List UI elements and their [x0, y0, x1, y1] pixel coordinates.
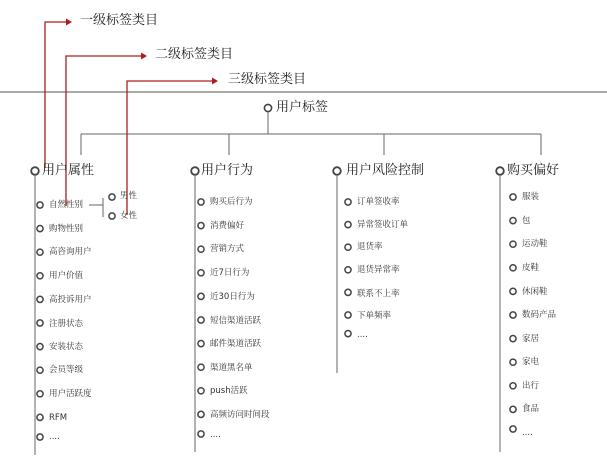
item-label: 会员等级: [49, 365, 84, 375]
category-label-risk-control: 用户风险控制: [346, 163, 425, 178]
item-node-circle: [510, 426, 516, 432]
item-label: 渠道黑名单: [210, 363, 253, 373]
item-label: 购物性别: [49, 224, 84, 234]
item-node-circle: [198, 411, 204, 417]
item-label: 休闲鞋: [522, 287, 548, 297]
item-node-circle: [510, 288, 516, 294]
item-node-circle: [345, 199, 351, 205]
item-node-circle: [510, 241, 516, 247]
item-node-circle: [37, 320, 43, 326]
item-label: 家电: [522, 357, 540, 367]
category-label-purchase-preference: 购买偏好: [507, 163, 560, 178]
item-label: 服装: [522, 192, 540, 202]
item-node-circle: [37, 273, 43, 279]
item-label: 包: [522, 216, 531, 226]
item-node-circle: [37, 344, 43, 350]
item-node-circle: [198, 388, 204, 394]
item-node-circle: [198, 341, 204, 347]
item-node-circle: [345, 267, 351, 273]
item-label: ....: [49, 432, 60, 442]
item-label: 注册状态: [49, 319, 84, 329]
item-node-circle: [37, 414, 43, 420]
item-node-circle: [198, 293, 204, 299]
item-node-circle: [198, 317, 204, 323]
item-node-circle: [198, 364, 204, 370]
legend-level3-arrow-path: [127, 81, 212, 215]
item-label: 运动鞋: [522, 239, 548, 249]
root-label: 用户标签: [276, 100, 329, 115]
item-node-circle: [510, 336, 516, 342]
item-label: 退货异常率: [357, 265, 400, 275]
item-label: 高咨询用户: [49, 247, 92, 257]
item-label: 短信渠道活跃: [210, 316, 262, 326]
item-node-circle: [510, 406, 516, 412]
legend-level1-arrow-head: [66, 19, 72, 26]
item-label: ....: [210, 430, 221, 440]
item-node-circle: [198, 431, 204, 437]
item-label: 订单签收率: [357, 197, 400, 207]
item-label: 高频访问时间段: [210, 410, 270, 420]
item-node-circle: [37, 202, 43, 208]
item-label: ....: [522, 428, 533, 438]
sub-item-node-circle: [109, 194, 115, 200]
category-node-circle: [191, 167, 199, 175]
item-label: 异常签收订单: [357, 220, 409, 230]
item-label: 用户价值: [49, 271, 84, 281]
item-node-circle: [510, 359, 516, 365]
item-node-circle: [510, 312, 516, 318]
item-node-circle: [198, 270, 204, 276]
item-label: 食品: [522, 404, 540, 414]
category-node-circle: [496, 167, 504, 175]
item-node-circle: [198, 246, 204, 252]
item-node-circle: [345, 331, 351, 337]
item-node-circle: [37, 249, 43, 255]
item-label: 联系不上率: [357, 289, 400, 299]
item-node-circle: [510, 194, 516, 200]
item-node-circle: [198, 223, 204, 229]
item-node-circle: [345, 244, 351, 250]
item-node-circle: [198, 199, 204, 205]
item-label: 营销方式: [210, 244, 245, 254]
item-node-circle: [37, 391, 43, 397]
legend-level1-arrow-path: [45, 22, 66, 168]
category-label-user-attributes: 用户属性: [42, 163, 95, 178]
item-node-circle: [345, 222, 351, 228]
item-node-circle: [510, 383, 516, 389]
item-label: 家居: [522, 334, 540, 344]
item-label: 出行: [522, 381, 540, 391]
sub-item-label: 男性: [120, 191, 138, 201]
item-label: 购买后行为: [210, 197, 253, 207]
legend-level3-label: 三级标签类目: [228, 72, 307, 87]
item-label: push活跃: [210, 386, 248, 396]
item-label: 自然性别: [49, 200, 84, 210]
item-node-circle: [510, 218, 516, 224]
item-label: ....: [357, 330, 368, 340]
item-label: 下单频率: [357, 311, 392, 321]
sub-item-label: 女性: [120, 211, 138, 221]
item-node-circle: [37, 226, 43, 232]
category-node-circle: [333, 167, 341, 175]
legend-level2-arrow-head: [141, 53, 147, 60]
item-label: 高投诉用户: [49, 295, 92, 305]
item-node-circle: [37, 434, 43, 440]
item-label: 安装状态: [49, 342, 84, 352]
item-label: 近30日行为: [210, 292, 255, 302]
category-node-circle: [31, 167, 39, 175]
item-node-circle: [37, 296, 43, 302]
root-node-circle: [264, 104, 271, 111]
item-node-circle: [345, 289, 351, 295]
item-label: RFM: [49, 413, 68, 423]
legend-level1-label: 一级标签类目: [80, 13, 159, 28]
item-label: 邮件渠道活跃: [210, 339, 262, 349]
category-label-user-behavior: 用户行为: [201, 163, 254, 178]
sub-item-node-circle: [109, 213, 115, 219]
item-label: 退货率: [357, 242, 383, 252]
item-label: 用户活跃度: [49, 389, 92, 399]
legend-level2-label: 二级标签类目: [155, 47, 234, 62]
item-node-circle: [345, 312, 351, 318]
legend-level2-arrow-path: [66, 56, 141, 206]
item-label: 数码产品: [522, 310, 557, 320]
item-node-circle: [37, 367, 43, 373]
item-label: 皮鞋: [522, 263, 540, 273]
legend-level3-arrow-head: [212, 78, 218, 85]
item-node-circle: [510, 265, 516, 271]
item-label: 消费偏好: [210, 221, 245, 231]
item-label: 近7日行为: [210, 268, 250, 278]
